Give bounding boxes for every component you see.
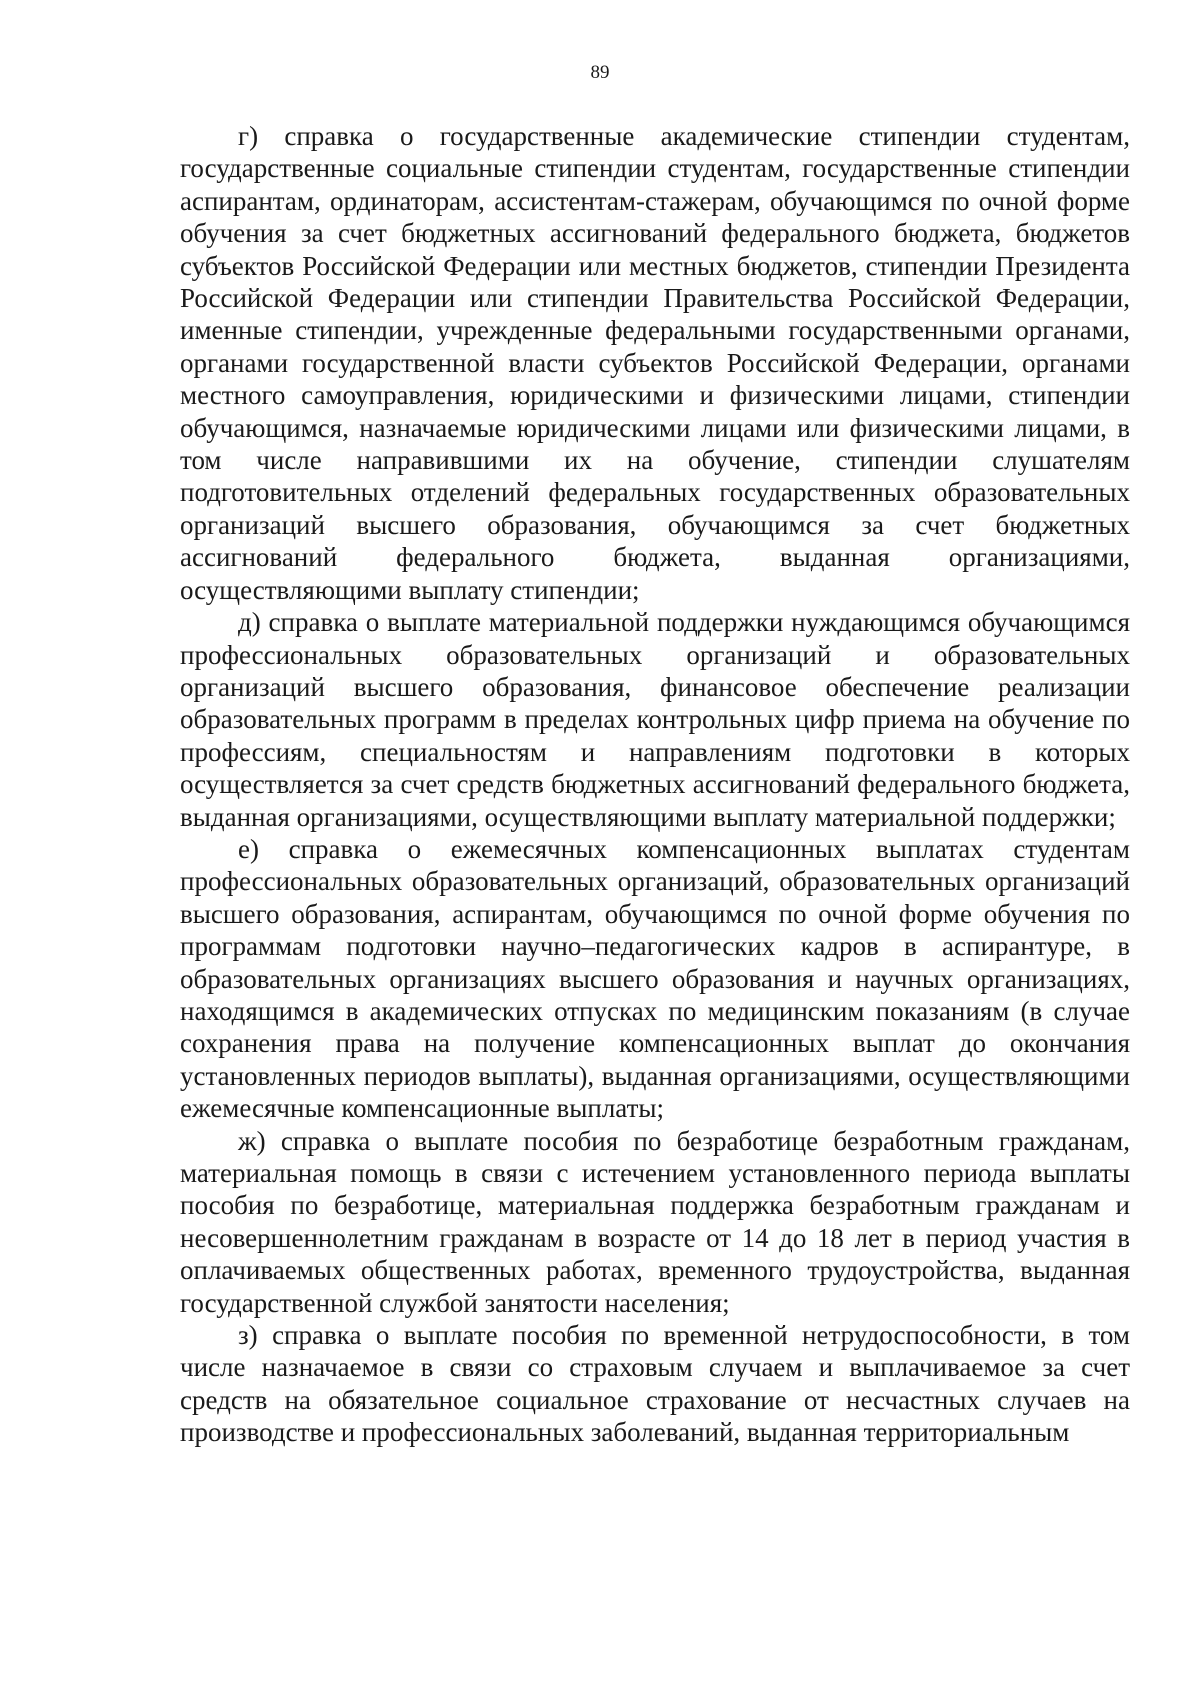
- paragraph-e: е) справка о ежемесячных компенсационных выплатах студентам профессиональных образовательных организаций, образовательных организаций высшего образования, аспирантам, обучающимся по очной форме обучения по программам подготовки научно–педагогических кадров в аспирантуре, в образовательных организациях высшего образования и научных организациях, находящимся в академических отпусках по медицинским показаниям (в случае сохранения права на получение компенсационных выплат до окончания установленных периодов выплаты), выданная организациями, осуществляющими ежемесячные компенсационные выплаты;: [180, 833, 1130, 1124]
- paragraph-g: г) справка о государственные академические стипендии студентам, государственные социальные стипендии студентам, государственные стипендии аспирантам, ординаторам, ассистентам-стажерам, обучающимся по очной форме обучения за счет бюджетных ассигнований федерального бюджета, бюджетов субъектов Российской Федерации или местных бюджетов, стипендии Президента Российской Федерации или стипендии Правительства Российской Федерации, именные стипендии, учрежденные федеральными государственными органами, органами государственной власти субъектов Российской Федерации, органами местного самоуправления, юридическими и физическими лицами, стипендии обучающимся, назначаемые юридическими лицами или физическими лицами, в том числе направившими их на обучение, стипендии слушателям подготовительных отделений федеральных государственных образовательных организаций высшего образования, обучающимся за счет бюджетных ассигнований федерального бюджета, выданная организациями, осуществляющими выплату стипендии;: [180, 121, 1130, 605]
- paragraph-zh: ж) справка о выплате пособия по безработице безработным гражданам, материальная помощь в связи с истечением установленного периода выплаты пособия по безработице, материальная поддержка безработным гражданам и несовершеннолетним гражданам в возрасте от 14 до 18 лет в период участия в оплачиваемых общественных работах, временного трудоустройства, выданная государственной службой занятости населения;: [180, 1125, 1130, 1318]
- paragraph-z: з) справка о выплате пособия по временной нетрудоспособности, в том числе назначаемое в связи со страховым случаем и выплачиваемое за счет средств на обязательное социальное страхование от несчастных случаев на производстве и профессиональных заболеваний, выданная территориальным: [180, 1320, 1130, 1448]
- document-body: [180, 120, 1130, 1449]
- paragraph-d: д) справка о выплате материальной поддержки нуждающимся обучающимся профессиональных образовательных организаций и образовательных организаций высшего образования, финансовое обеспечение реализации образовательных программ в пределах контрольных цифр приема на обучение по профессиям, специальностям и направлениям подготовки в которых осуществляется за счет средств бюджетных ассигнований федерального бюджета, выданная организациями, осуществляющими выплату материальной поддержки;: [180, 607, 1130, 832]
- page-number: 89: [590, 62, 610, 83]
